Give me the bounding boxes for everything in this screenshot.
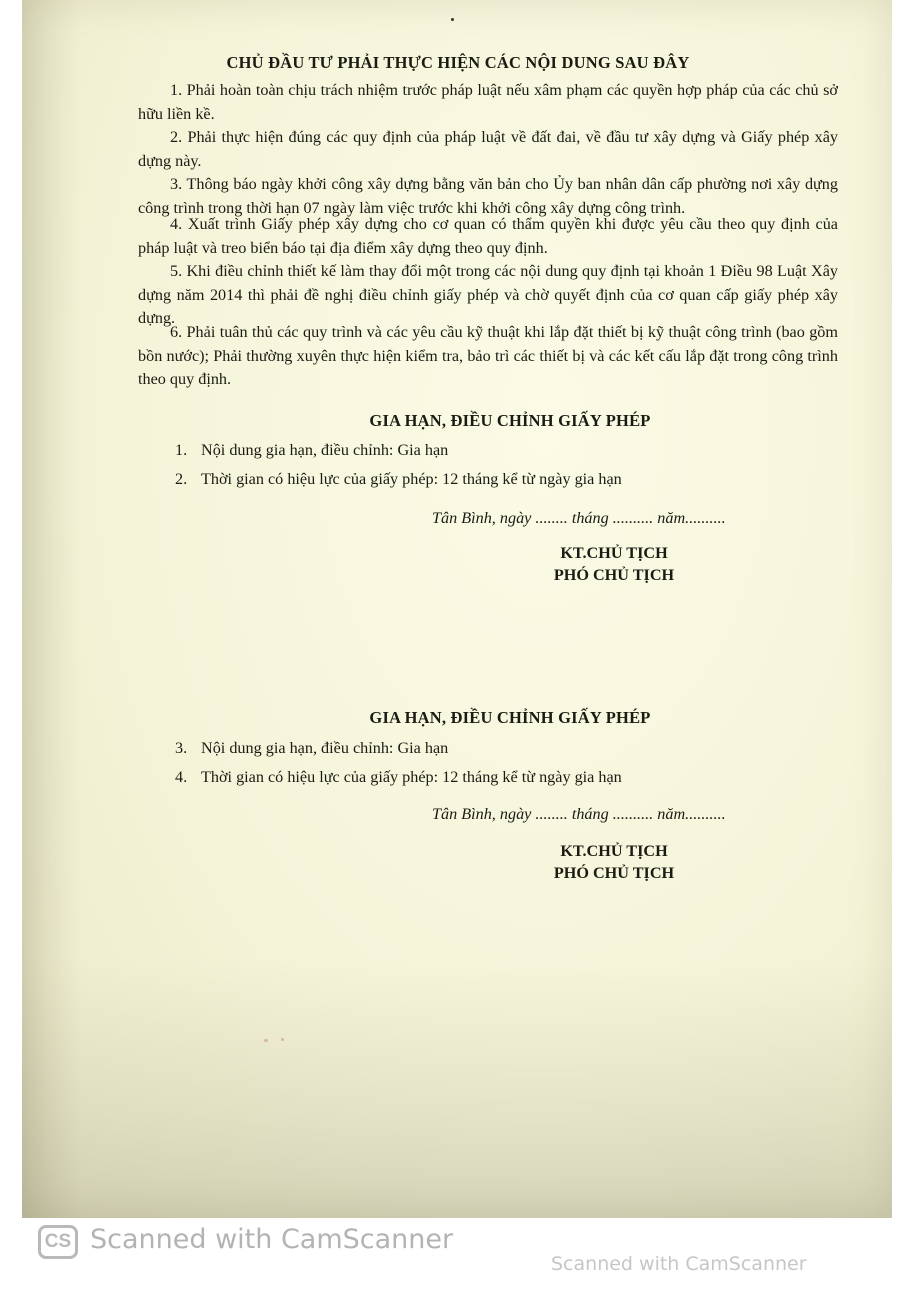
obligation-3: 3. Thông báo ngày khởi công xây dựng bằng văn bản cho Ủy ban nhân dân cấp phường nơi xây dựng công trình trong thời hạn 07 ngày làm việc trước khi khởi công xây dựng công trình. [138, 175, 838, 217]
obligation-6: 6. Phải tuân thủ các quy trình và các yêu cầu kỹ thuật khi lắp đặt thiết bị kỹ thuật công trình (bao gồm bồn nước); Phải thường xuyên thực hiện kiểm tra, bảo trì các thiết bị và các kết cấu lắp đặt trong công trình theo quy định. [138, 323, 838, 388]
signature-subtitle: PHÓ CHỦ TỊCH [553, 566, 675, 584]
extension-item-4 [175, 768, 622, 787]
obligation-5: 5. Khi điều chỉnh thiết kế làm thay đổi một trong các nội dung quy định tại khoản 1 Điều 98 Luật Xây dựng năm 2014 thì phải đề nghị điều chỉnh giấy phép và chờ quyết định của cơ quan cấp giấy phép xây dựng. [138, 262, 838, 327]
extension-item-3 [175, 739, 448, 758]
extension-heading-2: GIA HẠN, ĐIỀU CHỈNH GIẤY PHÉP [369, 708, 651, 727]
signature-block-2 [540, 840, 688, 884]
extension-heading-1: GIA HẠN, ĐIỀU CHỈNH GIẤY PHÉP [369, 411, 651, 430]
obligation-2: 2. Phải thực hiện đúng các quy định của pháp luật về đất đai, về đầu tư xây dựng và Giấy phép xây dựng này. [138, 128, 838, 170]
obligations-heading: CHỦ ĐẦU TƯ PHẢI THỰC HIỆN CÁC NỘI DUNG SAU ĐÂY [226, 53, 690, 72]
signature-subtitle: PHÓ CHỦ TỊCH [553, 864, 675, 882]
extension-item-number: 1. [175, 441, 188, 459]
extension-item-text: Nội dung gia hạn, điều chỉnh: Gia hạn [201, 441, 449, 459]
dateline-2: Tân Bình, ngày ........ tháng .......... năm.......... [432, 805, 726, 823]
signature-title: KT.CHỦ TỊCH [560, 544, 668, 562]
ink-stain [281, 1038, 284, 1041]
extension-item-1 [175, 441, 448, 460]
obligation-1: 1. Phải hoàn toàn chịu trách nhiệm trước pháp luật nếu xâm phạm các quyền hợp pháp của các chủ sở hữu liền kề. [138, 81, 838, 123]
dateline-1: Tân Bình, ngày ........ tháng .......... năm.......... [432, 509, 726, 527]
page-shadow-bottom [22, 958, 892, 1218]
scanner-watermark-small: Scanned with CamScanner [551, 1253, 807, 1275]
extension-item-text: Thời gian có hiệu lực của giấy phép: 12 tháng kể từ ngày gia hạn [201, 768, 622, 786]
camscanner-logo-icon: CS [38, 1225, 78, 1259]
extension-item-number: 3. [175, 739, 188, 757]
ink-stain [264, 1039, 268, 1042]
extension-item-text: Nội dung gia hạn, điều chỉnh: Gia hạn [201, 739, 449, 757]
obligation-4: 4. Xuất trình Giấy phép xây dựng cho cơ quan có thẩm quyền khi được yêu cầu theo quy định của pháp luật và treo biển báo tại địa điểm xây dựng theo quy định. [138, 215, 838, 257]
extension-item-number: 2. [175, 470, 188, 488]
extension-item-2 [175, 470, 622, 489]
extension-item-number: 4. [175, 768, 188, 786]
signature-block-1 [540, 542, 688, 586]
extension-item-text: Thời gian có hiệu lực của giấy phép: 12 tháng kể từ ngày gia hạn [201, 470, 622, 488]
signature-title: KT.CHỦ TỊCH [560, 842, 668, 860]
scanner-watermark-large: Scanned with CamScanner [90, 1224, 454, 1255]
punch-dot [451, 18, 454, 21]
